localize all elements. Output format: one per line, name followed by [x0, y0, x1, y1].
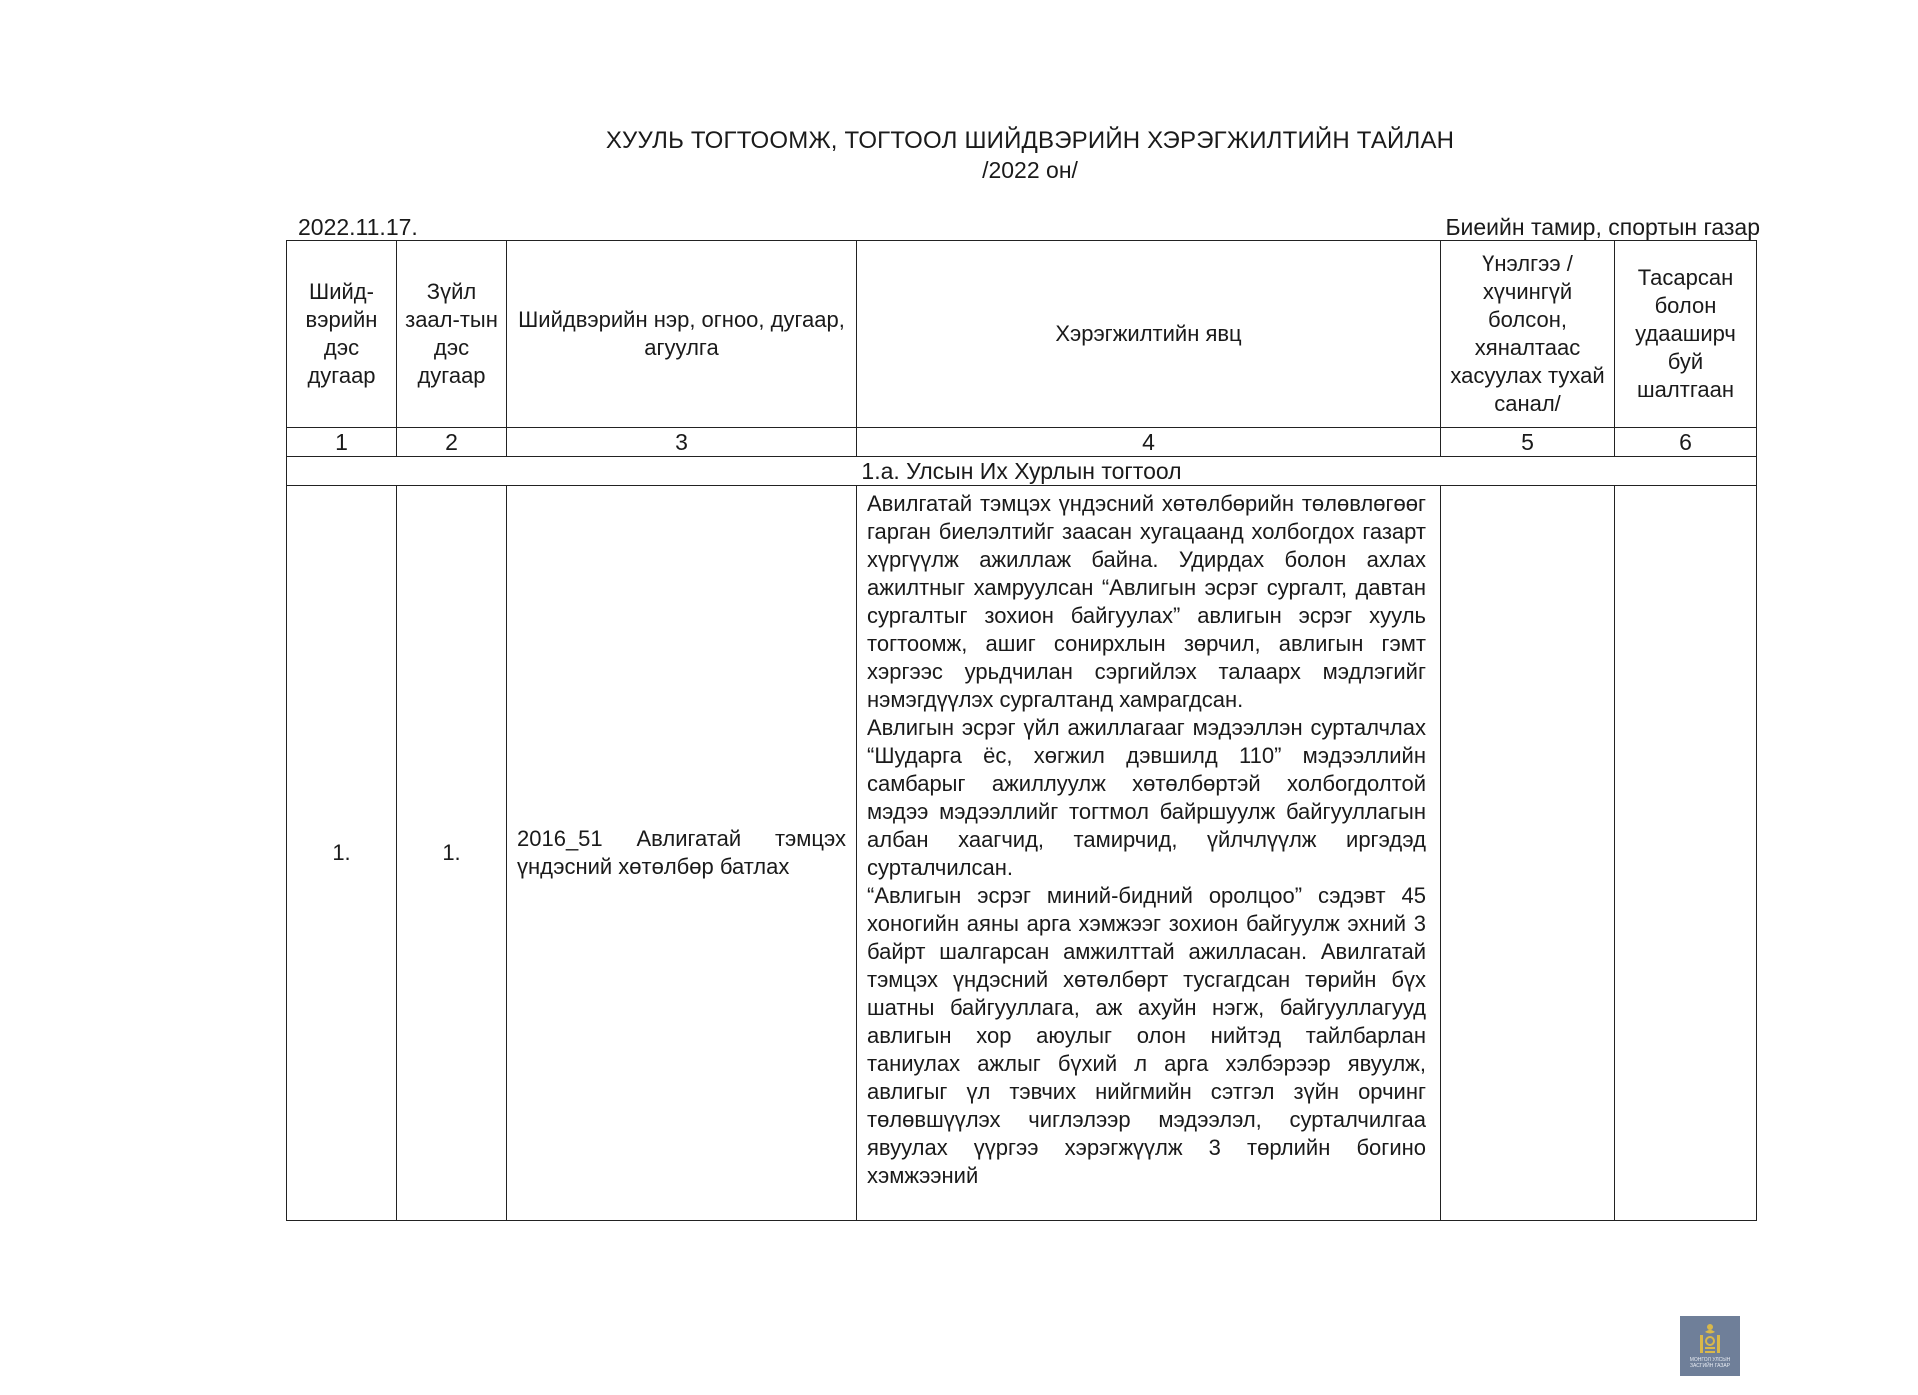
document-title: ХУУЛЬ ТОГТООМЖ, ТОГТООЛ ШИЙДВЭРИЙН ХЭРЭГЖИЛТИЙН ТАЙЛАН [605, 127, 1455, 154]
progress-paragraph: “Авлигын эсрэг миний-бидний оролцоо” сэдэвт 45 хоногийн аяны арга хэмжээг зохион байгуулж эхний 3 байрт шалгарсан амжилттай ажилласан. Авилгатай тэмцэх үндэсний хөтөлбөрт тусгагдсан төрийн бүх шатны байгууллага, аж ахуйн нэгж, байгууллагууд авлигын хор аюулыг олон нийтэд тайлбарлан таниулах ажлыг бүхий л арга хэлбэрээр явуулж, авлигыг үл тэвчих нийгмийн сэтгэл зүйн орчинг төлөвшүүлэх чиглэлээр мэдээлэл, сурталчилгаа явуулах үүргээ хэрэгжүүлж 3 төрлийн богино хэмжээний [867, 883, 1426, 1188]
column-number: 5 [1441, 428, 1615, 457]
decision-name-cell: 2016_51 Авлигатай тэмцэх үндэсний хөтөлбөр батлах [507, 486, 857, 1221]
section-title: 1.а. Улсын Их Хурлын тогтоол [287, 457, 1757, 486]
progress-paragraph: Авлигын эсрэг үйл ажиллагааг мэдээллэн сурталчлах “Шударга ёс, хөгжил дэвшилд 110” мэдээллийн самбарыг ажиллуулж хөтөлбөртэй холбогдолтой мэдээ мэдээллийг тогтмол байршуулж байгууллагын албан хаагчид, тамирчид, үйлчлүүлж иргэдэд сурталчилсан. [867, 715, 1426, 880]
clause-number-cell: 1. [397, 486, 507, 1221]
progress-cell [857, 486, 1441, 1221]
report-table [286, 240, 1757, 1221]
progress-paragraph: Авилгатай тэмцэх үндэсний хөтөлбөрийн төлөвлөгөөг гарган биелэлтийг заасан хугацаанд холбогдох газарт хүргүүлж ажиллаж байна. Удирдах болон ахлах ажилтныг хамруулсан “Авлигын эсрэг сургалт, давтан сургалтыг зохион байгуулах” авлигын эсрэг хууль тогтоомж, ашиг сонирхлын зөрчил, авлигын гэмт хэргээс урьдчилан сэргийлэх талаарх мэдлэгийг нэмэгдүүлэх сургалтанд хамрагдсан. [867, 491, 1426, 712]
header-clause-number: Зүйл заал-тын дэс дугаар [397, 241, 507, 428]
seal-caption: МОНГОЛ УЛСЫН ЗАСГИЙН ГАЗАР [1689, 1357, 1731, 1369]
decision-number-cell: 1. [287, 486, 397, 1221]
evaluation-cell [1441, 486, 1615, 1221]
column-number: 4 [857, 428, 1441, 457]
header-evaluation: Үнэлгээ /хүчингүй болсон, хяналтаас хасуулах тухай санал/ [1441, 241, 1615, 428]
column-number: 2 [397, 428, 507, 457]
section-row [287, 457, 1757, 486]
table-header-row [287, 241, 1757, 428]
reason-cell [1615, 486, 1757, 1221]
soyombo-emblem-icon [1697, 1323, 1723, 1357]
document-subtitle: /2022 он/ [982, 157, 1078, 183]
government-seal-logo [1680, 1316, 1740, 1376]
report-date: 2022.11.17. [298, 214, 418, 240]
header-reason: Тасарсан болон удааширч буй шалтгаан [1615, 241, 1757, 428]
header-decision-number: Шийд-вэрийн дэс дугаар [287, 241, 397, 428]
column-number: 6 [1615, 428, 1757, 457]
table-row [287, 486, 1757, 1221]
header-decision-name: Шийдвэрийн нэр, огноо, дугаар, агуулга [507, 241, 857, 428]
organization-name: Биеийн тамир, спортын газар [1445, 214, 1760, 240]
header-implementation-progress: Хэрэгжилтийн явц [857, 241, 1441, 428]
column-number-row [287, 428, 1757, 457]
progress-text-clip [867, 490, 1426, 1212]
column-number: 3 [507, 428, 857, 457]
column-number: 1 [287, 428, 397, 457]
